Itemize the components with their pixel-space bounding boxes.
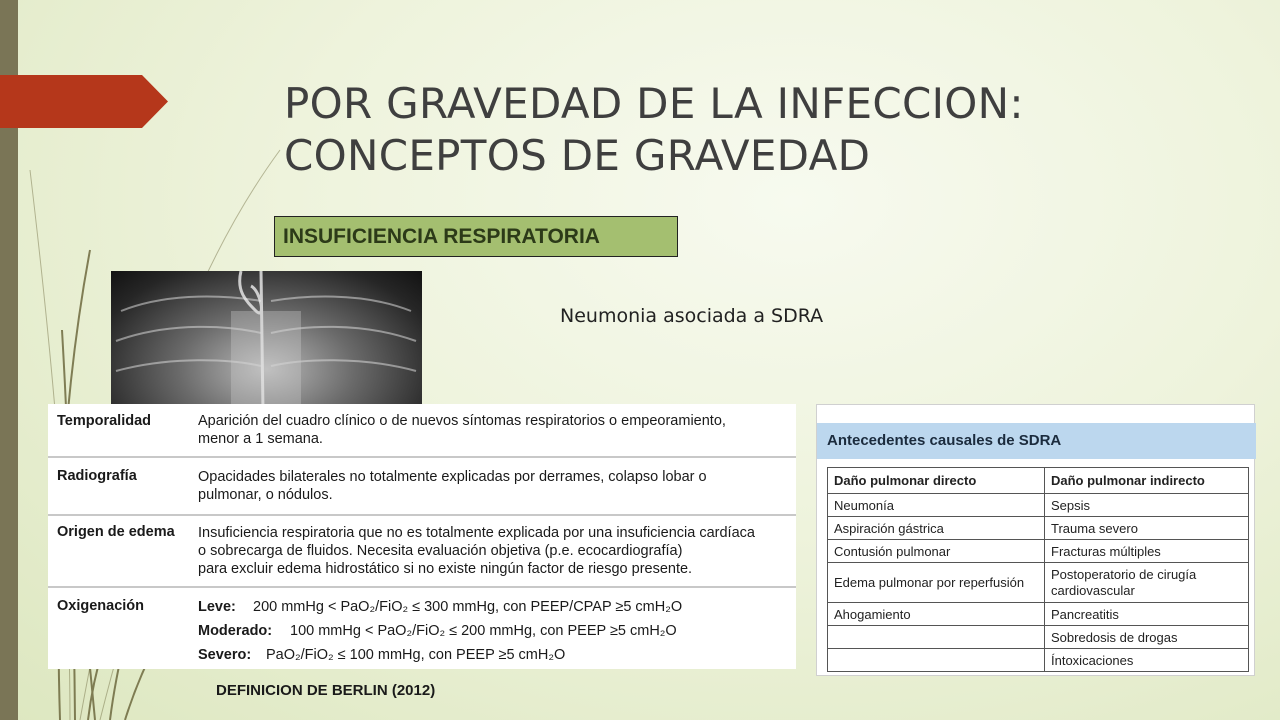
table-cell — [828, 649, 1045, 672]
row-label: Radiografía — [57, 468, 137, 484]
row-label: Oxigenación — [57, 598, 145, 614]
berlin-caption: DEFINICION DE BERLIN (2012) — [216, 682, 436, 699]
table-cell: Ahogamiento — [828, 603, 1045, 626]
table-cell: Neumonía — [828, 494, 1045, 517]
table-cell: Contusión pulmonar — [828, 540, 1045, 563]
table-cell: Aspiración gástrica — [828, 517, 1045, 540]
table-row — [828, 517, 1249, 540]
table-cell: Trauma severo — [1045, 517, 1249, 540]
chest-xray-image — [111, 271, 422, 411]
row-label: Origen de edema — [57, 524, 175, 540]
table-cell: Íntoxicaciones — [1045, 649, 1249, 672]
table-row — [828, 563, 1249, 603]
table-row-oxygenation — [48, 586, 796, 669]
causes-title: Antecedentes causales de SDRA — [817, 423, 1256, 459]
title-line-1: POR GRAVEDAD DE LA INFECCION: — [284, 79, 1024, 128]
title-line-2: CONCEPTOS DE GRAVEDAD — [284, 131, 871, 180]
title-accent-arrow — [0, 75, 168, 128]
level-name: Severo: — [198, 647, 252, 663]
table-row — [48, 404, 796, 454]
oxygenation-level-severo — [198, 646, 565, 664]
xray-caption: Neumonia asociada a SDRA — [560, 305, 824, 327]
level-criteria: 100 mmHg < PaO₂/FiO₂ ≤ 200 mmHg, con PEEP ≥5 cmH₂O — [290, 623, 677, 639]
oxygenation-level-leve — [198, 598, 682, 616]
slide-title — [284, 78, 1184, 182]
table-header-row — [828, 468, 1249, 494]
table-cell — [828, 626, 1045, 649]
table-cell: Sepsis — [1045, 494, 1249, 517]
description-line: para excluir edema hidrostático si no existe ningún factor de riesgo presente. — [198, 561, 693, 577]
row-description — [198, 524, 794, 578]
subtitle-box: INSUFICIENCIA RESPIRATORIA — [274, 216, 678, 257]
causes-table — [827, 467, 1249, 672]
description-line: Aparición del cuadro clínico o de nuevos síntomas respiratorios o empeoramiento, — [198, 413, 726, 429]
table-row — [828, 540, 1249, 563]
description-line: Opacidades bilaterales no totalmente explicadas por derrames, colapso lobar o — [198, 469, 707, 485]
table-cell: Edema pulmonar por reperfusión — [828, 563, 1045, 603]
berlin-definition-table — [48, 404, 796, 669]
description-line: pulmonar, o nódulos. — [198, 487, 333, 503]
row-description — [198, 468, 794, 504]
level-criteria: 200 mmHg < PaO₂/FiO₂ ≤ 300 mmHg, con PEEP/CPAP ≥5 cmH₂O — [253, 599, 683, 615]
description-line: Insuficiencia respiratoria que no es totalmente explicada por una insuficiencia cardíaca — [198, 525, 755, 541]
level-name: Leve: — [198, 599, 236, 615]
table-row — [828, 649, 1249, 672]
causes-panel — [816, 404, 1255, 676]
row-label: Temporalidad — [57, 413, 151, 429]
table-cell: Postoperatorio de cirugía cardiovascular — [1045, 563, 1249, 603]
level-criteria: PaO₂/FiO₂ ≤ 100 mmHg, con PEEP ≥5 cmH₂O — [266, 647, 566, 663]
table-cell: Sobredosis de drogas — [1045, 626, 1249, 649]
description-line: o sobrecarga de fluidos. Necesita evaluación objetiva (p.e. ecocardiografía) — [198, 543, 683, 559]
table-row — [828, 603, 1249, 626]
description-line: menor a 1 semana. — [198, 431, 323, 447]
table-cell: Fracturas múltiples — [1045, 540, 1249, 563]
column-header: Daño pulmonar directo — [828, 468, 1045, 494]
table-row — [48, 456, 796, 514]
level-name: Moderado: — [198, 623, 273, 639]
table-row — [48, 514, 796, 586]
row-description — [198, 412, 794, 448]
table-row — [828, 626, 1249, 649]
column-header: Daño pulmonar indirecto — [1045, 468, 1249, 494]
oxygenation-level-moderado — [198, 622, 677, 640]
table-cell: Pancreatitis — [1045, 603, 1249, 626]
table-row — [828, 494, 1249, 517]
